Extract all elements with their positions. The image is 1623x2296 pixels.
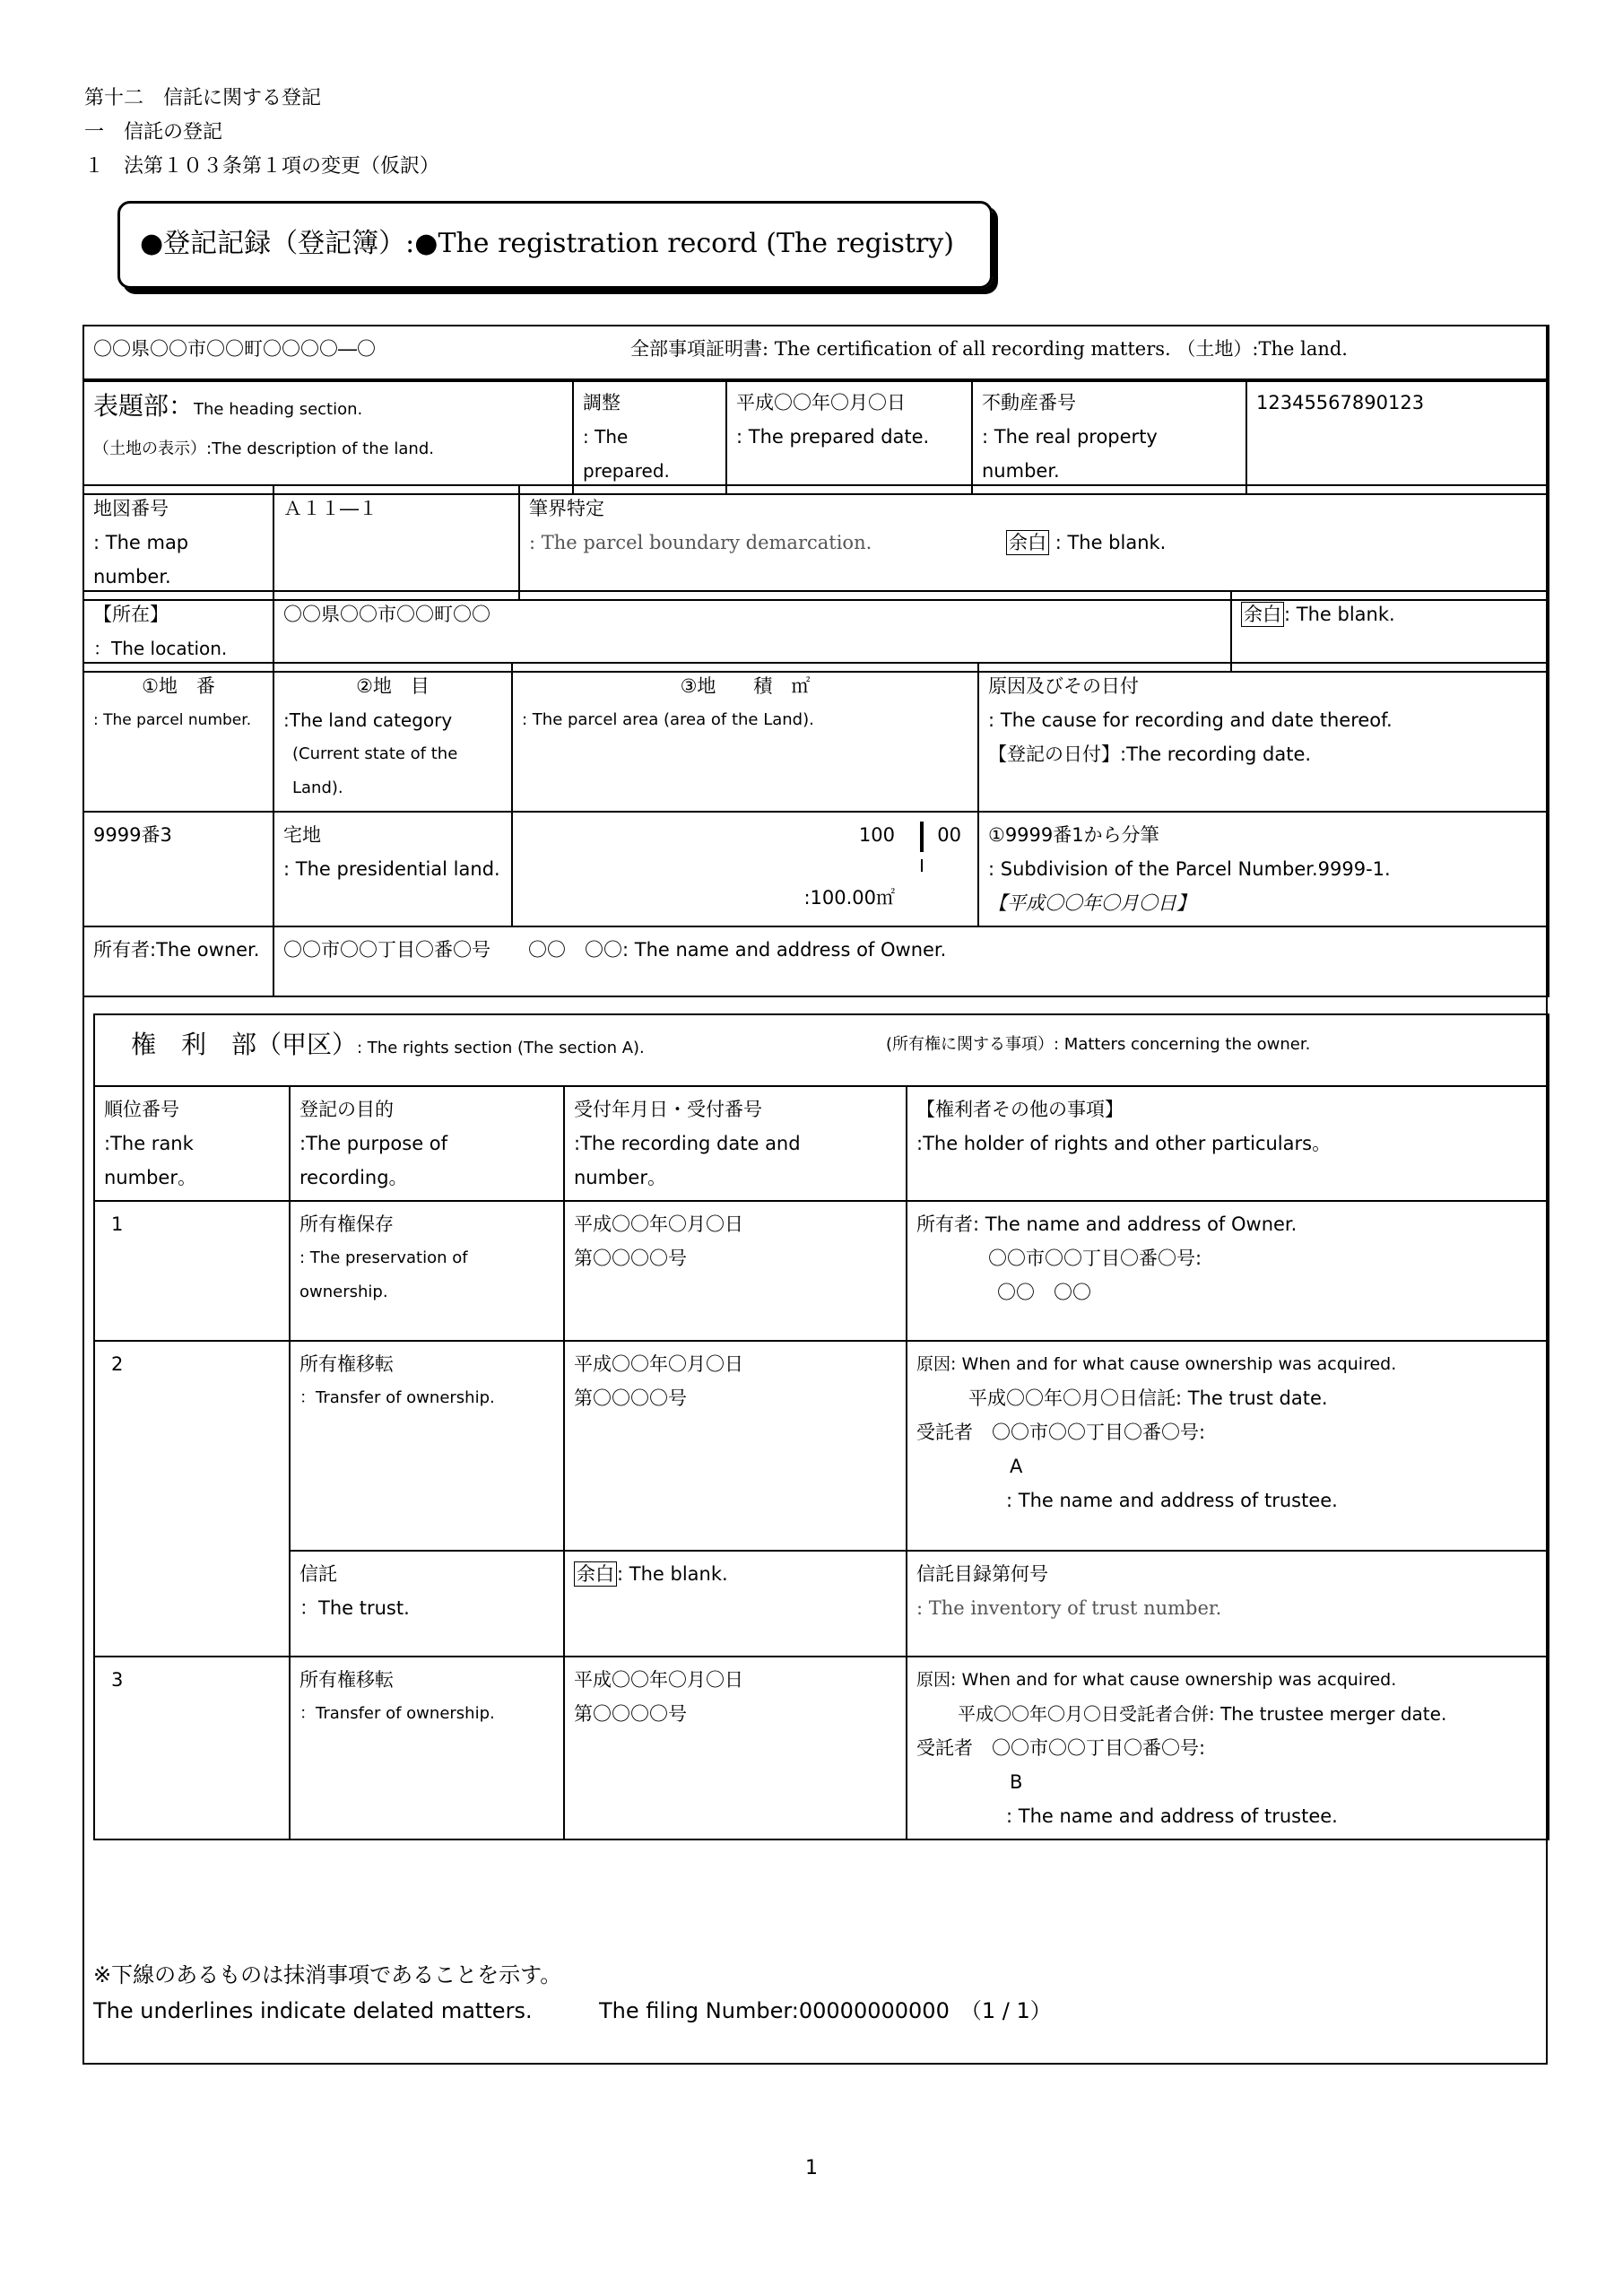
rank-3: 3 (94, 1657, 290, 1839)
rank-header-label: 順位番号 (104, 1099, 179, 1120)
r2-date-cell (564, 1341, 907, 1551)
purpose-header (290, 1086, 564, 1201)
blank-mark: 余白 (1006, 530, 1049, 555)
r3-d1: 原因: When and for what cause ownership was acquired. (916, 1670, 1397, 1690)
heading-section-cell (83, 379, 573, 494)
date-header-en: :The recording date and number。 (574, 1133, 801, 1188)
certification-text: 全部事項証明書: The certification of all recording matters. （土地）:The land. (621, 326, 1549, 381)
parcel-category: 宅地 (283, 824, 321, 846)
parcel-area-int: 100 (858, 824, 895, 846)
parcel-category-cell (273, 812, 512, 926)
r1-detail-cell (907, 1201, 1549, 1341)
r1-purpose: 所有権保存 (299, 1213, 394, 1235)
r1-date: 平成〇〇年〇月〇日 (574, 1213, 743, 1235)
r2-d5: : The name and address of trustee. (1006, 1490, 1338, 1511)
r3-purpose: 所有権移転 (299, 1669, 394, 1691)
r2-detail-cell (907, 1341, 1549, 1551)
purpose-header-en: :The purpose of recording。 (299, 1133, 448, 1188)
r3-purpose-en: ：Transfer of ownership. (299, 1704, 495, 1723)
rights-title-en: : The rights section (The section A). (357, 1039, 645, 1057)
col-land-category-label: ②地 目 (356, 675, 430, 697)
r3-detail-cell (907, 1657, 1549, 1839)
r2b-d1: 信託目録第何号 (916, 1563, 1048, 1585)
parcel-area-dec: 00 (937, 824, 961, 846)
r3-d4: B (1010, 1771, 1023, 1793)
parcel-area-cell (512, 812, 978, 926)
col-cause-en2: 【登記の日付】:The recording date. (988, 744, 1312, 765)
certification-table (82, 325, 1549, 382)
r2b-purpose-en: ：The trust. (299, 1597, 410, 1619)
r3-date-cell (564, 1657, 907, 1839)
map-en2: number. (93, 566, 171, 587)
r2b-purpose: 信託 (299, 1563, 337, 1585)
clause-heading: １ 法第１０３条第１項の変更（仮訳） (84, 155, 440, 178)
col-parcel-number (83, 663, 273, 812)
r1-d3: 〇〇 〇〇 (997, 1282, 1091, 1303)
parcel-table (82, 662, 1549, 997)
registration-record-title: ●登記記録（登記簿）:●The registration record (The registry) (117, 201, 993, 289)
boundary-label: 筆界特定 (529, 498, 604, 519)
parcel-cause3: 【平成〇〇年〇月〇日】 (988, 892, 1195, 914)
rank-2: 2 (94, 1341, 290, 1657)
map-value: Ａ１１―１ (273, 485, 519, 600)
area-divider-dash (921, 859, 923, 872)
col-area-en: : The parcel area (area of the Land). (522, 710, 814, 729)
location-table (82, 590, 1549, 673)
r2-purpose: 所有権移転 (299, 1353, 394, 1375)
col-area (512, 663, 978, 812)
rpn-cell (972, 379, 1246, 494)
col-area-label: ③地 積 ㎡ (680, 675, 811, 697)
r2-d3: 受託者 〇〇市〇〇丁目〇番〇号: (916, 1422, 1206, 1443)
address-top: 〇〇県〇〇市〇〇町〇〇〇〇―〇 (83, 326, 621, 381)
parcel-number: 9999番3 (83, 812, 273, 926)
rank-header-en: :The rank (104, 1133, 194, 1154)
location-label: 【所在】 (93, 604, 169, 625)
parcel-cause2: : Subdivision of the Parcel Number.9999-1. (988, 858, 1391, 880)
r3-d5: : The name and address of trustee. (1006, 1805, 1338, 1827)
col-land-category (273, 663, 512, 812)
location-en: ：The location. (93, 638, 228, 659)
r1-purpose-en1: : The preservation of (299, 1248, 468, 1267)
blank-en: : The blank. (1284, 604, 1395, 625)
heading-title-en: The heading section. (194, 400, 363, 419)
subsection-heading: 一 信託の登記 (84, 121, 223, 144)
section-heading: 第十二 信託に関する登記 (84, 87, 322, 109)
map-label: 地図番号 (93, 498, 169, 519)
heading-table (82, 378, 1549, 495)
col-land-category-en2: (Current state of the Land). (292, 744, 458, 797)
col-cause (978, 663, 1549, 812)
owner-label: 所有者:The owner. (83, 926, 273, 996)
map-en1: : The map (93, 532, 189, 553)
prepared-date-label: 平成〇〇年〇月〇日 (736, 392, 906, 413)
notes-line1: ※下線のあるものは抹消事項であることを示す。 (93, 1962, 562, 1987)
heading-sub: （土地の表示）:The description of the land. (93, 439, 434, 458)
holder-header-label: 【権利者その他の事項】 (916, 1099, 1124, 1120)
r2b-detail-cell (907, 1551, 1549, 1657)
map-table (82, 484, 1549, 601)
r2b-purpose-cell (290, 1551, 564, 1657)
boundary-cell (519, 485, 1549, 600)
holder-header-en: :The holder of rights and other particulars。 (916, 1133, 1332, 1154)
parcel-category-en: : The presidential land. (283, 858, 500, 880)
boundary-en: : The parcel boundary demarcation. (529, 532, 872, 553)
blank-mark: 余白 (574, 1561, 617, 1587)
parcel-area-note: :100.00㎡ (803, 887, 895, 909)
rights-title-row (94, 1014, 1549, 1086)
col-parcel-number-en: : The parcel number. (93, 711, 252, 729)
date-header-label: 受付年月日・受付番号 (574, 1099, 762, 1120)
r3-d2: 平成〇〇年〇月〇日受託者合併: The trustee merger date. (958, 1703, 1447, 1725)
rights-table (93, 1013, 1549, 1840)
prepared-date-en: : The prepared date. (736, 426, 930, 448)
prepared-date-cell (726, 379, 972, 494)
rank-header (94, 1086, 290, 1201)
rank-1: 1 (94, 1201, 290, 1341)
col-land-category-en: :The land category (283, 709, 453, 731)
col-cause-label: 原因及びその日付 (988, 675, 1139, 697)
r3-date: 平成〇〇年〇月〇日 (574, 1669, 743, 1691)
blank-en: : The blank. (1055, 532, 1167, 553)
r2-num: 第〇〇〇〇号 (574, 1387, 687, 1409)
location-blank-cell (1231, 591, 1549, 672)
rank-header-en2: number。 (104, 1167, 196, 1188)
r2-d2: 平成〇〇年〇月〇日信託: The trust date. (968, 1387, 1328, 1409)
r3-purpose-cell (290, 1657, 564, 1839)
location-label-cell (83, 591, 273, 672)
map-label-cell (83, 485, 273, 600)
r3-d3: 受託者 〇〇市〇〇丁目〇番〇号: (916, 1737, 1206, 1759)
r1-purpose-cell (290, 1201, 564, 1341)
r1-d2: 〇〇市〇〇丁目〇番〇号: (988, 1248, 1202, 1269)
rights-title: 権 利 部（甲区） (131, 1030, 358, 1059)
prepared-label: 調整 (583, 392, 621, 413)
prepared-cell (573, 379, 726, 494)
rpn-en: : The real property number. (982, 426, 1158, 482)
col-cause-en: : The cause for recording and date thereof. (988, 709, 1393, 731)
blank-mark: 余白 (1241, 602, 1284, 627)
r2b-blank-cell (564, 1551, 907, 1657)
holder-header (907, 1086, 1549, 1201)
notes-line2: The underlines indicate delated matters. (93, 1998, 533, 2023)
r1-purpose-en2: ownership. (299, 1283, 388, 1301)
r1-num: 第〇〇〇〇号 (574, 1248, 687, 1269)
location-value: 〇〇県〇〇市〇〇町〇〇 (273, 591, 1231, 672)
rpn-value: 12345567890123 (1246, 379, 1549, 494)
r2-d1: 原因: When and for what cause ownership was acquired. (916, 1354, 1397, 1374)
heading-title: 表題部： (93, 391, 195, 421)
page-number: 1 (805, 2157, 818, 2179)
r2b-d2: : The inventory of trust number. (916, 1597, 1222, 1619)
owner-value: 〇〇市〇〇丁目〇番〇号 〇〇 〇〇: The name and address of Owner. (273, 926, 1549, 996)
r2-purpose-cell (290, 1341, 564, 1551)
purpose-header-label: 登記の目的 (299, 1099, 394, 1120)
parcel-cause-cell (978, 812, 1549, 926)
rights-matters: (所有権に関する事項）: Matters concerning the owner. (886, 1035, 1311, 1054)
r3-num: 第〇〇〇〇号 (574, 1703, 687, 1725)
filing-number: The filing Number:00000000000 （1 / 1） (599, 1998, 1052, 2023)
r2-date: 平成〇〇年〇月〇日 (574, 1353, 743, 1375)
date-header (564, 1086, 907, 1201)
r2-d4: A (1010, 1456, 1023, 1477)
r2-purpose-en: ：Transfer of ownership. (299, 1388, 495, 1407)
rpn-label: 不動産番号 (982, 392, 1076, 413)
r1-date-cell (564, 1201, 907, 1341)
area-divider (920, 822, 924, 852)
col-parcel-number-label: ①地 番 (142, 675, 215, 697)
r1-d1: 所有者: The name and address of Owner. (916, 1213, 1298, 1235)
parcel-cause1: ①9999番1から分筆 (988, 824, 1159, 846)
blank-en: : The blank. (617, 1563, 728, 1585)
prepared-en: : The prepared. (583, 426, 670, 482)
